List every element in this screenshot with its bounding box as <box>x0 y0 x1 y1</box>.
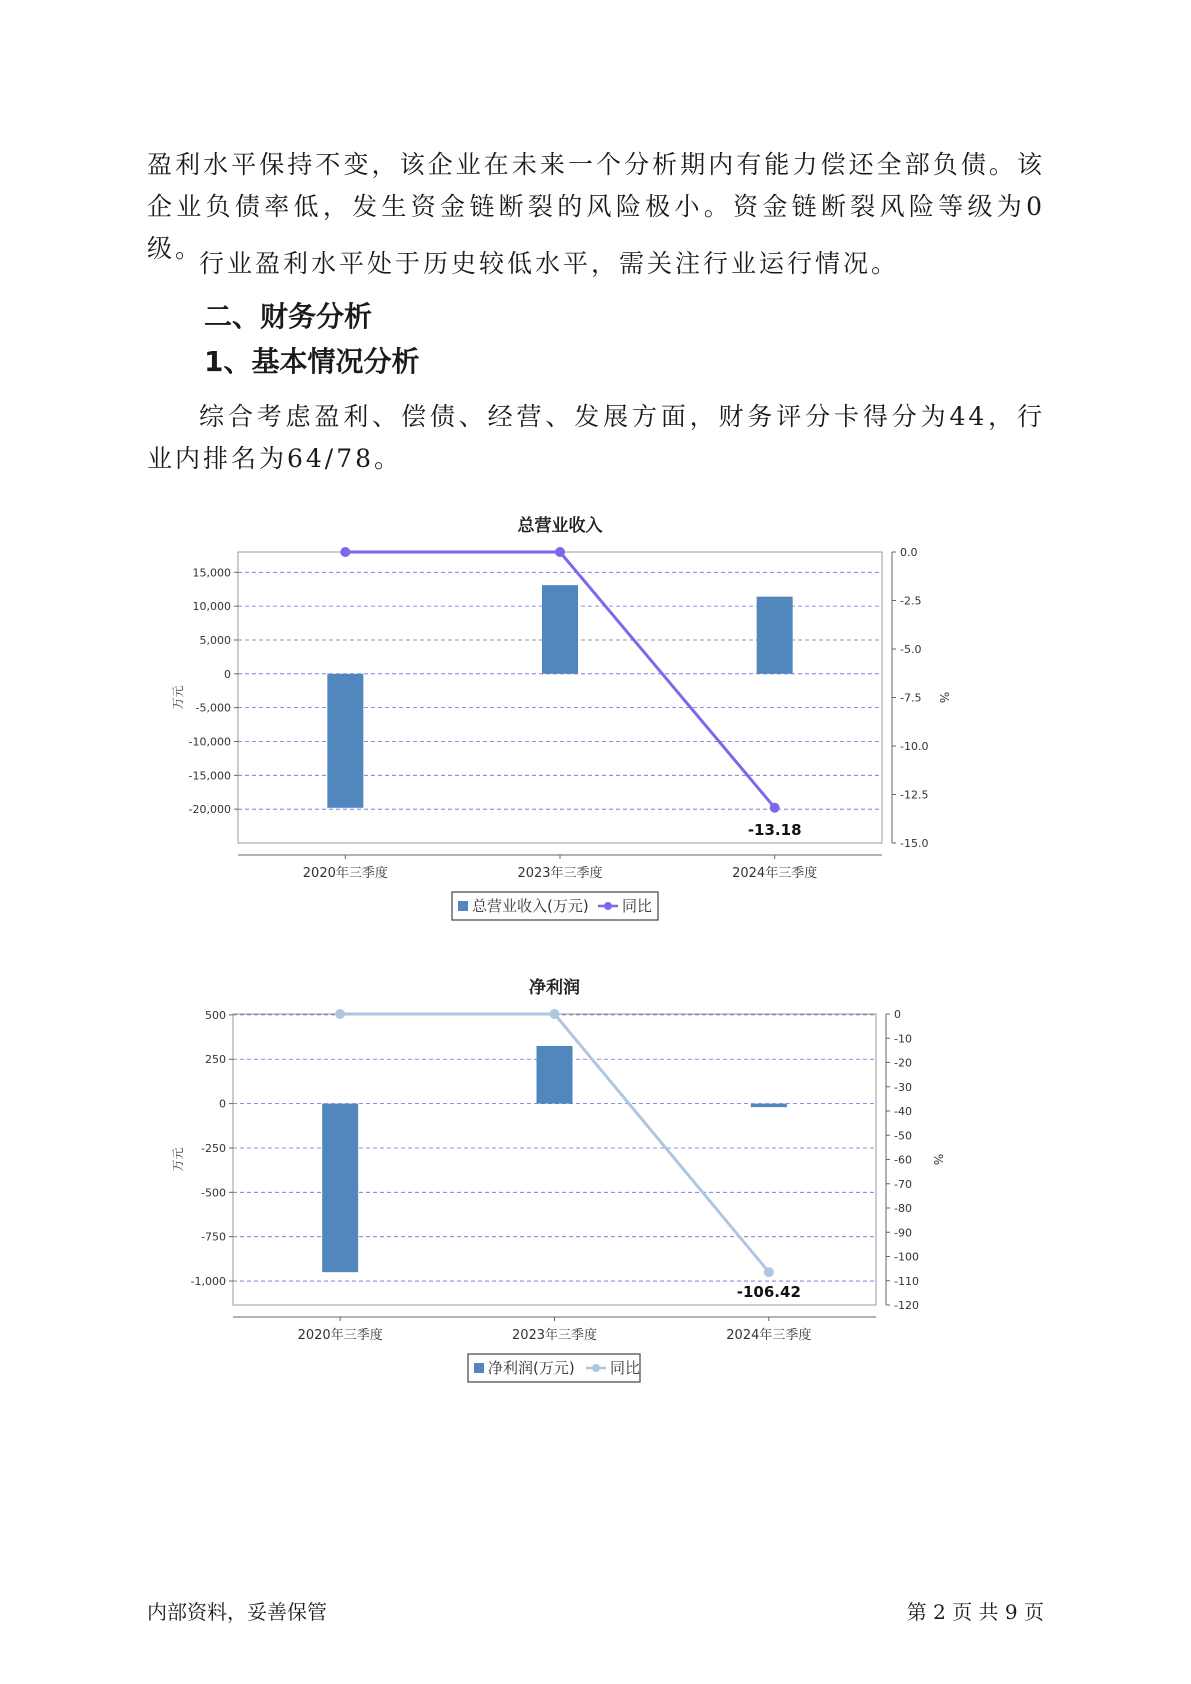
y2-tick-label: -30 <box>894 1080 912 1094</box>
y-tick-label: 0 <box>224 667 231 681</box>
legend-line-marker <box>604 902 612 910</box>
y2-tick-label: -50 <box>894 1129 912 1143</box>
y-tick-label: 250 <box>205 1053 226 1067</box>
yoy-point <box>770 803 780 813</box>
y-tick-label: -500 <box>201 1186 226 1200</box>
chart-title: 净利润 <box>529 978 580 998</box>
y2-tick-label: 0 <box>894 1008 901 1021</box>
legend-bar-swatch <box>474 1363 484 1373</box>
y2-tick-label: -120 <box>894 1299 919 1312</box>
data-label: -106.42 <box>736 1283 801 1301</box>
data-label: -13.18 <box>747 821 802 839</box>
footer-page-number: 第 2 页 共 9 页 <box>906 1600 1044 1624</box>
y2-tick-label: -90 <box>894 1226 912 1240</box>
y2-tick-label: -40 <box>894 1105 912 1118</box>
y2-tick-label: -20 <box>894 1056 912 1070</box>
bar <box>322 1104 358 1273</box>
legend-bar-swatch <box>458 901 468 911</box>
legend-line-marker <box>592 1364 600 1372</box>
y2-tick-label: -60 <box>894 1153 912 1167</box>
x-tick-label: 2023年三季度 <box>517 866 603 881</box>
y-tick-label: -10,000 <box>188 735 231 749</box>
y2-tick-label: -70 <box>894 1177 912 1191</box>
yoy-point <box>335 1009 345 1019</box>
y-tick-label: -5,000 <box>195 701 231 715</box>
net-profit-chart <box>170 967 1050 1397</box>
bar <box>542 585 578 674</box>
y-tick-label: 500 <box>205 1008 226 1022</box>
y2-axis-label: % <box>931 1153 945 1166</box>
y2-tick-label: -10 <box>894 1032 912 1046</box>
bar <box>751 1104 787 1108</box>
subsection-heading: 1、基本情况分析 <box>204 345 420 378</box>
y-tick-label: -750 <box>201 1230 226 1244</box>
section-heading: 二、财务分析 <box>204 300 373 333</box>
y-tick-label: 5,000 <box>199 633 231 647</box>
legend-bar-label: 总营业收入(万元) <box>472 897 589 915</box>
yoy-point <box>555 547 565 557</box>
y2-tick-label: -100 <box>894 1250 919 1264</box>
y-tick-label: 15,000 <box>192 566 231 580</box>
bar <box>757 597 793 674</box>
yoy-point <box>340 547 350 557</box>
x-tick-label: 2020年三季度 <box>302 866 388 881</box>
x-tick-label: 2024年三季度 <box>726 1328 812 1343</box>
y2-tick-label: 0.0 <box>900 546 918 559</box>
y-tick-label: -15,000 <box>188 769 231 783</box>
yoy-point <box>550 1009 560 1019</box>
x-tick-label: 2023年三季度 <box>511 1328 598 1343</box>
footer-confidential: 内部资料，妥善保管 <box>147 1600 327 1624</box>
legend-bar-label: 净利润(万元) <box>488 1359 575 1377</box>
bar <box>537 1046 573 1104</box>
y2-axis-label: % <box>937 691 951 704</box>
y2-tick-label: -7.5 <box>900 691 922 705</box>
net-profit-chart-svg <box>170 967 1050 1397</box>
x-tick-label: 2024年三季度 <box>732 866 818 881</box>
y2-tick-label: -110 <box>894 1274 919 1288</box>
y2-tick-label: -5.0 <box>900 643 922 656</box>
legend-line-label: 同比 <box>622 897 653 915</box>
y2-tick-label: -12.5 <box>900 788 929 802</box>
y-tick-label: 10,000 <box>192 600 231 614</box>
y-tick-label: -1,000 <box>190 1275 226 1289</box>
y-axis-label: 万元 <box>171 1147 185 1172</box>
bar <box>327 674 363 808</box>
legend-line-label: 同比 <box>610 1359 641 1377</box>
revenue-chart <box>170 505 1050 935</box>
y2-tick-label: -2.5 <box>900 594 922 608</box>
y2-tick-label: -15.0 <box>900 837 929 850</box>
y-tick-label: 0 <box>219 1097 226 1111</box>
y2-tick-label: -10.0 <box>900 740 929 753</box>
revenue-chart-svg <box>170 505 1050 935</box>
yoy-point <box>764 1267 774 1277</box>
y-axis-label: 万元 <box>171 685 185 710</box>
y-tick-label: -20,000 <box>188 803 231 817</box>
paragraph-risk-summary: 盈利水平保持不变，该企业在未来一个分析期内有能力偿还全部负债。该企业负债率低，发生资金链断裂的风险极小。资金链断裂风险等级为0级。 <box>147 150 1045 263</box>
y2-tick-label: -80 <box>894 1202 912 1215</box>
paragraph-score-summary: 综合考虑盈利、偿债、经营、发展方面，财务评分卡得分为44，行业内排名为64/78。 <box>147 402 1045 473</box>
chart-title: 总营业收入 <box>517 516 603 536</box>
y-tick-label: -250 <box>201 1141 226 1155</box>
x-tick-label: 2020年三季度 <box>297 1328 383 1343</box>
paragraph-industry-note: 行业盈利水平处于历史较低水平，需关注行业运行情况。 <box>199 249 900 278</box>
